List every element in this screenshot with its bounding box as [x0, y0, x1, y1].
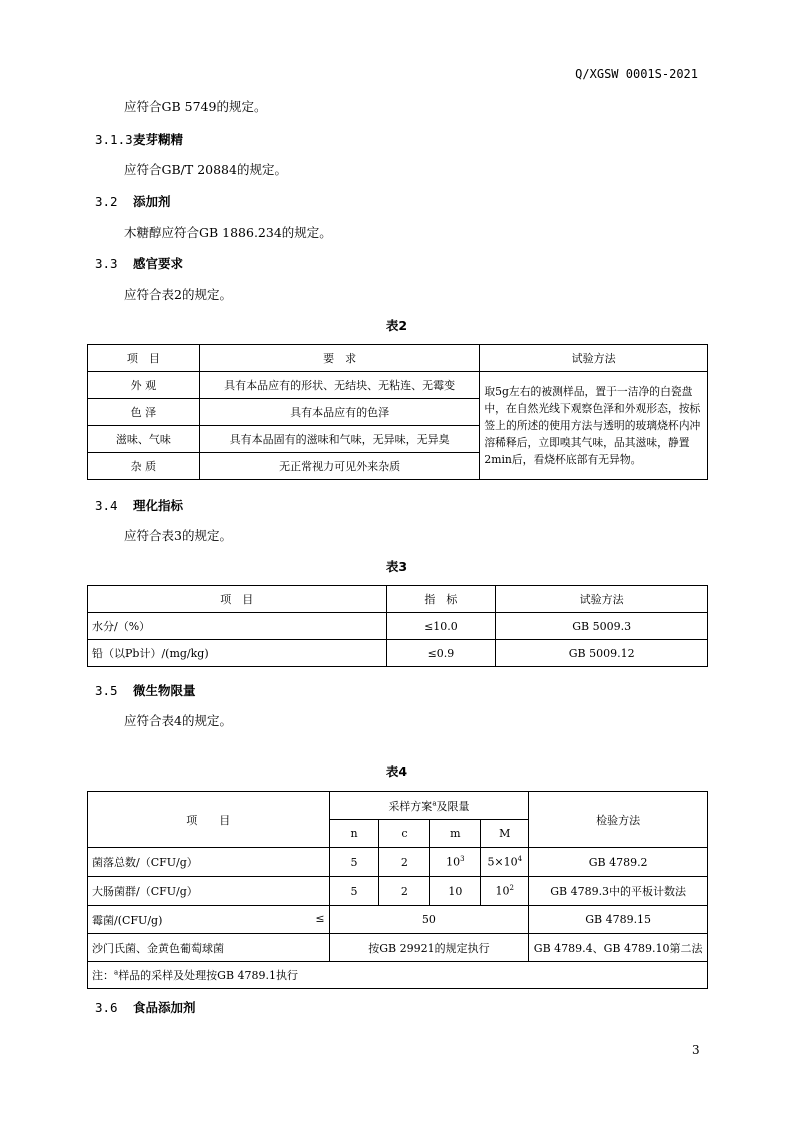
m-exponent: 3: [460, 855, 465, 864]
table2-requirement: 具有本品应有的形状、无结块、无粘连、无霉变: [199, 372, 480, 399]
table-row: [88, 640, 708, 667]
le-symbol: ≤: [315, 911, 325, 925]
table2-item: 杂 质: [88, 453, 200, 480]
table2-item: 外 观: [88, 372, 200, 399]
table4-header-m: m: [430, 820, 481, 848]
section-title: 麦芽糊精: [133, 132, 184, 147]
table4-m: [430, 848, 481, 877]
table2-requirement: 具有本品应有的色泽: [199, 399, 480, 426]
table3: [87, 585, 708, 667]
M-exponent: 2: [509, 884, 515, 893]
table3-method: GB 5009.3: [496, 613, 708, 640]
table4-n: 5: [329, 877, 379, 906]
paragraph-3-2: 木糖醇应符合GB 1886.234的规定。: [124, 225, 332, 240]
table4-note-row: [88, 962, 708, 989]
heading-3-4: [95, 496, 183, 514]
paragraph-gb5749: 应符合GB 5749的规定。: [124, 99, 267, 114]
table3-header-index: 指 标: [386, 586, 496, 613]
table-row: [88, 848, 708, 877]
item-text: 霉菌/(CFU/g): [92, 913, 163, 927]
table-row: [88, 906, 708, 934]
section-number: 3.3: [95, 256, 118, 271]
table2-caption: 表2: [385, 318, 408, 333]
section-number: 3.2: [95, 194, 118, 209]
table4-method: GB 4789.2: [529, 848, 708, 877]
section-title: 添加剂: [133, 194, 171, 209]
heading-3-3: [95, 254, 183, 272]
paragraph-3-4: 应符合表3的规定。: [124, 528, 232, 543]
table4-method: GB 4789.15: [529, 906, 708, 934]
table4-header-M: M: [481, 820, 529, 848]
table3-header-item: 项 目: [88, 586, 387, 613]
table4-header-c: c: [379, 820, 430, 848]
table4: [87, 791, 708, 989]
section-number: 3.4: [95, 498, 118, 513]
table-row: [88, 372, 708, 399]
heading-3-6: [95, 998, 196, 1016]
table3-item: 铅（以Pb计）/(mg/kg): [88, 640, 387, 667]
table2-method: 取5g左右的被测样品，置于一洁净的白瓷盘中，在自然光线下观察色泽和外观形态，按标签上的所述的使用方法与透明的玻璃烧杯内冲溶稀释后，立即嗅其气味，品其滋味，静置2min后，看烧杯底部有无异物。: [480, 372, 708, 480]
paragraph-3-5: 应符合表4的规定。: [124, 713, 232, 728]
heading-3-5: [95, 681, 196, 699]
table-row: [88, 877, 708, 906]
table4-n: 5: [329, 848, 379, 877]
M-exponent: 4: [517, 855, 523, 864]
section-title: 微生物限量: [133, 683, 196, 698]
plan-label: 采样方案: [388, 799, 433, 813]
table3-caption: 表3: [385, 559, 408, 574]
section-number: 3.6: [95, 1000, 118, 1015]
table-row: [88, 613, 708, 640]
table4-M: [481, 848, 529, 877]
section-title: 理化指标: [133, 498, 184, 513]
note-prefix: 注：: [92, 969, 114, 982]
footnote-marker: a: [432, 798, 437, 807]
table4-caption: 表4: [385, 764, 408, 779]
m-base: 10: [446, 855, 461, 869]
table2-item: 滋味、气味: [88, 426, 200, 453]
table4-header-n: n: [329, 820, 379, 848]
table3-item: 水分/（%）: [88, 613, 387, 640]
table4-method: GB 4789.3中的平板计数法: [529, 877, 708, 906]
table4-value: 按GB 29921的规定执行: [329, 934, 529, 962]
table4-header-plan: [329, 792, 529, 820]
table4-item: 沙门氏菌、金黄色葡萄球菌: [88, 934, 330, 962]
table3-method: GB 5009.12: [496, 640, 708, 667]
table4-item: [88, 906, 330, 934]
table4-item: 菌落总数/（CFU/g）: [88, 848, 330, 877]
section-title: 食品添加剂: [133, 1000, 196, 1015]
section-title: 感官要求: [133, 256, 184, 271]
table4-M: [481, 877, 529, 906]
table2-requirement: 无正常视力可见外来杂质: [199, 453, 480, 480]
table2-header-method: 试验方法: [480, 345, 708, 372]
table-row: [88, 934, 708, 962]
table4-m: 10: [430, 877, 481, 906]
table4-c: 2: [379, 877, 430, 906]
paragraph-3-3: 应符合表2的规定。: [124, 287, 232, 302]
heading-3-1-3: [95, 130, 183, 148]
table3-header-method: 试验方法: [496, 586, 708, 613]
document-code: Q/XGSW 0001S-2021: [575, 67, 698, 81]
table2-item: 色 泽: [88, 399, 200, 426]
section-number: 3.1.3: [95, 132, 133, 147]
M-base: 10: [495, 884, 510, 898]
note-text: 样品的采样及处理按GB 4789.1执行: [118, 969, 299, 982]
table2-header-requirement: 要 求: [199, 345, 480, 372]
paragraph-3-1-3: 应符合GB/T 20884的规定。: [124, 162, 287, 177]
table2: [87, 344, 708, 480]
table4-header-method: 检验方法: [529, 792, 708, 848]
table2-requirement: 具有本品固有的滋味和气味，无异味，无异臭: [199, 426, 480, 453]
section-number: 3.5: [95, 683, 118, 698]
plan-suffix: 及限量: [436, 799, 470, 813]
footnote-marker: a: [114, 968, 119, 977]
table4-header-item: 项 目: [88, 792, 330, 848]
table3-value: ≤10.0: [386, 613, 496, 640]
table4-method: GB 4789.4、GB 4789.10第二法: [529, 934, 708, 962]
heading-3-2: [95, 192, 171, 210]
page-number: 3: [692, 1043, 700, 1057]
table4-item: 大肠菌群/（CFU/g）: [88, 877, 330, 906]
table4-note: [88, 962, 708, 989]
table4-c: 2: [379, 848, 430, 877]
M-base: 5×10: [487, 855, 518, 869]
table2-header-item: 项 目: [88, 345, 200, 372]
table3-value: ≤0.9: [386, 640, 496, 667]
table4-value: 50: [329, 906, 529, 934]
